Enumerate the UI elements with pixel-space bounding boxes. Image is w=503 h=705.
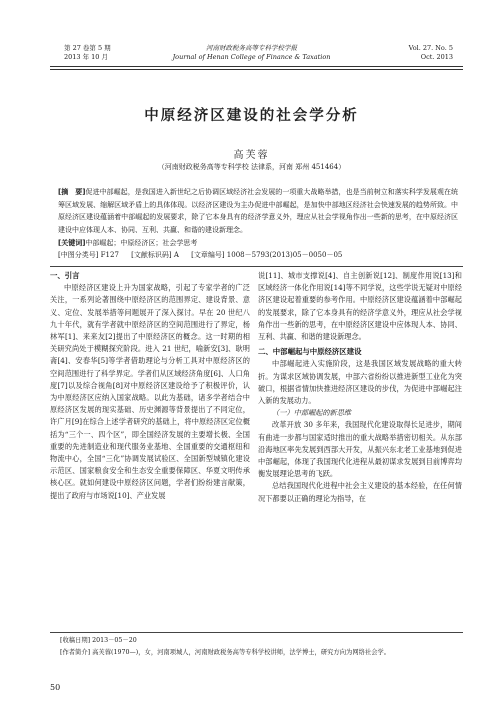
keywords: [58, 238, 458, 249]
abstract-label: [摘 要]: [58, 188, 86, 196]
document-code: [文献标识码] A: [131, 251, 179, 259]
paragraph: 中部崛起进入实施阶段，这是我国区域发展战略的重大转折。为谋求区域协调发展，中部六省纷纷以推进新型工业化为突破口，根据省情加快推进经济区建设的步伐，为促进中部崛起注入新的发展动力。: [258, 359, 462, 406]
volume-issue: 第 27 卷第 5 期: [64, 44, 111, 52]
header-rule: [50, 66, 463, 67]
volume-issue-en: Vol. 27. No. 5: [408, 44, 453, 52]
subsection-heading: （一）中部崛起的新思维: [272, 408, 352, 418]
paper-title: 中原经济区建设的社会学分析: [144, 108, 359, 124]
clc-number: [中图分类号] F127: [58, 251, 119, 259]
paragraph-continued: 说[11]、城市支撑说[4]、自主创新说[12]、制度作用说[13]和区域经济一体化作用说[14]等不同学说，这些学说无疑对中原经济区建设起着重要的参考作用。中原经济区建设蕴涵着中部崛起的发展要求，除了它本身具有的经济学意义外，理应从社会学视角作出一些新的思考，在中原经济区建设中应体现人本、协同、互利、共赢、和谐的建设新理念。: [258, 271, 462, 342]
issue-date-en: Oct. 2013: [420, 53, 453, 61]
article-number: [文章编号] 1008－5793(2013)05－0050－05: [191, 251, 343, 259]
journal-volume-info-en: [409, 44, 453, 62]
classification-line: [58, 250, 478, 260]
author-name: 高芙蓉: [233, 150, 270, 161]
body-column-left: [50, 270, 250, 502]
issue-date: 2013 年 10 月: [64, 53, 109, 61]
footnote-divider: [50, 632, 463, 633]
received-date: [收稿日期] 2013－05－20: [60, 637, 137, 644]
header-rule-thin: [50, 69, 463, 70]
paragraph: 总结我国现代化进程中社会主义建设的基本经验，在任何情况下都要以正确的理论为指导，在: [258, 481, 462, 503]
journal-name-cn: 河南财政税务高等专科学校学报: [206, 44, 297, 52]
section-heading-2: 二、中部崛起与中原经济区建设: [258, 347, 362, 357]
page-number: 50: [50, 683, 61, 692]
paragraph: 中原经济区建设上升为国家战略，引起了专家学者的广泛关注，一系列论著围绕中原经济区的范围界定、建设背景、意义、定位、发展举措等问题展开了深入探讨。早在 20 世纪八九十年代，就有学者就中原经济区的空间范围进行了界定，杨林军[1]、来来友[2]提出了中原经济区的概念。这一时期的相关研究尚处于模糊探究阶段。进入 21 世纪，喻新安[3]、耿明斋[4]、安春华[5]等学者借助理论与分析工具对中原经济区的空间范围进行了科学界定。学者们从区域经济角度[6]、人口角度[7]以及综合视角[8]对中原经济区建设给予了积极评价，认为中原经济区应纳入国家战略。以此为基础，诸多学者结合中原经济区发展的现实基础、历史渊源等背景提出了不同定位，许广月[9]在综合上述学者研究的基础上，将中原经济区定位概括为“三个一、四个区”，即全国经济发展的主要增长极、全国重要的先进制造业和现代服务业基地、全国重要的交通枢纽和物流中心，全国“三化”协调发展试验区、全国新型城镇化建设示范区、国家粮食安全和生态安全重要保障区、华夏文明传承核心区。就如何建设中原经济区问题，学者们纷纷建言献策，提出了政府与市场说[10]、产业发展: [50, 283, 250, 500]
author-bio: [作者简介] 高芙蓉(1970—)，女，河南项城人，河南财政税务高等专科学校讲师，法学博士，研究方向为网络社会学。: [60, 649, 391, 656]
paragraph: 改革开放 30 多年来，我国现代化建设取得长足进步，期间有曲进一步都与国家适时推出的重大战略举措密切相关。从东部沿海地区率先发展到西部大开发，从振兴东北老工业基地到促进中部崛起，体现了我国现代化进程从最初谋求发展到目前博弈均衡发展理论思考的飞跃。: [258, 420, 462, 479]
abstract: [58, 186, 458, 236]
keywords-label: [关键词]: [58, 239, 86, 247]
author-affiliation: （河南财政税务高等专科学校 法律系，河南 郑州 451464）: [157, 163, 346, 171]
abstract-text: 促进中部崛起，是我国进入新世纪之后协调区域经济社会发展的一项重大战略举措，也是当前树立和落实科学发展观在统筹区域发展、缩解区域矛盾上的具体体现。以经济区建设为主办促进中部崛起，是加快中部地区经济社会快速发展的趋势所致。中原经济区建设蕴涵着中部崛起的发展要求，除了它本身具有的经济学意义外，理应从社会学视角作出一些新的思考，在中原经济区建设中应体现人本、协同、互利、共赢、和谐的建设新理念。: [58, 188, 458, 234]
journal-name-en: Journal of Henan College of Finance & Taxation: [172, 53, 331, 61]
abstract-divider: [50, 266, 463, 267]
section-heading-intro: 一、引言: [50, 271, 80, 280]
body-column-right: [258, 270, 462, 505]
keywords-text: 中部崛起；中原经济区；社会学思考: [85, 239, 198, 247]
